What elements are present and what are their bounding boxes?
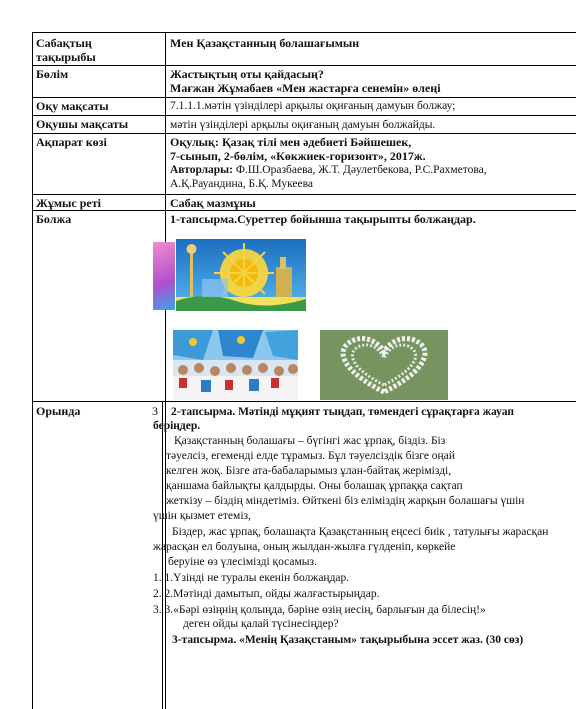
topic-label-line1: Сабақтың: [36, 36, 92, 50]
table-border-left: [32, 32, 33, 709]
goal-value: 7.1.1.1.мәтін үзінділері арқылы оқиғаның дамуын болжау;: [170, 100, 456, 112]
text-paragraph-line4: қаншама байлықты қалдырды. Оны болашақ ұрпаққа сақтап: [166, 480, 463, 492]
row-divider: [32, 65, 576, 66]
source-line4: А.Қ.Рауандина, Б.Қ. Мукеева: [170, 178, 313, 190]
row-divider: [32, 401, 576, 402]
source-label: Ақпарат көзі: [36, 135, 107, 149]
flower-image-fragment: [153, 242, 175, 310]
source-line2: 7-сынып, 2-бөлім, «Көкжиек-горизонт», 2017ж.: [170, 149, 426, 163]
text-paragraph-line3: келген жоқ. Бізге ата-бабаларымыз ұлан-байтақ жерімізді,: [166, 465, 452, 477]
source-line3: [170, 164, 487, 177]
text-paragraph-line9: беруіне өз үлесімізді қосамыз.: [168, 556, 317, 568]
text-paragraph-line8: жарасқан ел болуына, оның жылдан-жылға гүлденіп, көркейе: [153, 541, 456, 553]
text-paragraph-line7: Біздер, жас ұрпақ, болашақта Қазақстанның еңсесі биік , татулығы жарасқан: [172, 526, 549, 538]
section-value-line2: Мағжан Жұмабаев «Мен жастарға сенемін» өлеңі: [170, 81, 441, 95]
independence-collage-image: [176, 239, 306, 311]
main-label: Орында: [36, 404, 81, 418]
crowd-flags-image: [173, 330, 298, 400]
task2-line1: 2-тапсырма. Мәтінді мұқият тыңдап, төмендегі сұрақтарға жауап: [171, 406, 515, 418]
topic-label-line2: тақырыбы: [36, 50, 96, 64]
source-line1: Оқулық: Қазақ тілі мен әдебиеті Бәйшешек,: [170, 135, 412, 149]
column-divider-inner: [162, 401, 163, 709]
table-border-top: [32, 32, 576, 33]
order-value: Сабақ мазмұны: [170, 196, 256, 210]
row-divider: [32, 133, 576, 134]
row-number: 3: [152, 404, 158, 418]
text-paragraph-line2: тәуелсіз, егеменді елде тұрамыз. Бұл тәуелсіздік бізге оңай: [166, 450, 455, 462]
task2-line2: беріңдер.: [153, 420, 201, 432]
row-divider: [32, 210, 576, 211]
crowd-picture-icon: [173, 330, 298, 400]
question-3: 3. 3.«Бәрі өзіңнің қолыңда, бәріне өзің иесің, барлығын да білесің!»: [153, 604, 486, 616]
task3: 3-тапсырма. «Менің Қазақстаным» тақырыбына эссет жаз. (30 сөз): [172, 634, 524, 646]
section-value-line1: Жастықтың оты қайдасың?: [170, 67, 324, 81]
question-2: 2. 2.Мәтінді дамытып, ойды жалғастырыңдар.: [153, 588, 380, 600]
heart-picture-icon: [320, 330, 448, 400]
heart-formation-image: [320, 330, 448, 400]
section-label: Бөлім: [36, 67, 69, 81]
forecast-task: 1-тапсырма.Суреттер бойынша тақырыпты болжаңдар.: [170, 212, 476, 226]
forecast-label: Болжа: [36, 212, 72, 226]
row-divider: [32, 194, 576, 195]
text-paragraph-line1: Қазақстанның болашағы – бүгінгі жас ұрпақ, біздіз. Біз: [174, 435, 446, 447]
text-paragraph-line5: жеткізу – біздің міндетіміз. Өйткені біз еліміздің жарқын болашағы үшін: [166, 495, 525, 507]
row-divider: [32, 115, 576, 116]
authors-label: Авторлары:: [170, 164, 233, 176]
authors-names: Ф.Ш.Оразбаева, Ж.Т. Дәулетбекова, Р.С.Рахметова,: [233, 164, 487, 176]
question-1: 1. 1.Үзінді не туралы екенін болжаңдар.: [153, 572, 350, 584]
goal-label: Оқу мақсаты: [36, 99, 109, 113]
order-label: Жұмыс реті: [36, 196, 101, 210]
student-goal-label: Оқушы мақсаты: [36, 117, 129, 131]
row-divider: [32, 97, 576, 98]
collage-picture-icon: [176, 239, 306, 311]
text-paragraph-line6: үшін қызмет етеміз,: [153, 510, 251, 522]
topic-value: Мен Қазақстанның болашағымын: [170, 36, 360, 50]
student-goal-value: мәтін үзінділері арқылы оқиғаның дамуын болжайды.: [170, 119, 436, 131]
question-3-continued: деген ойды қалай түсінесіңдер?: [183, 618, 339, 630]
